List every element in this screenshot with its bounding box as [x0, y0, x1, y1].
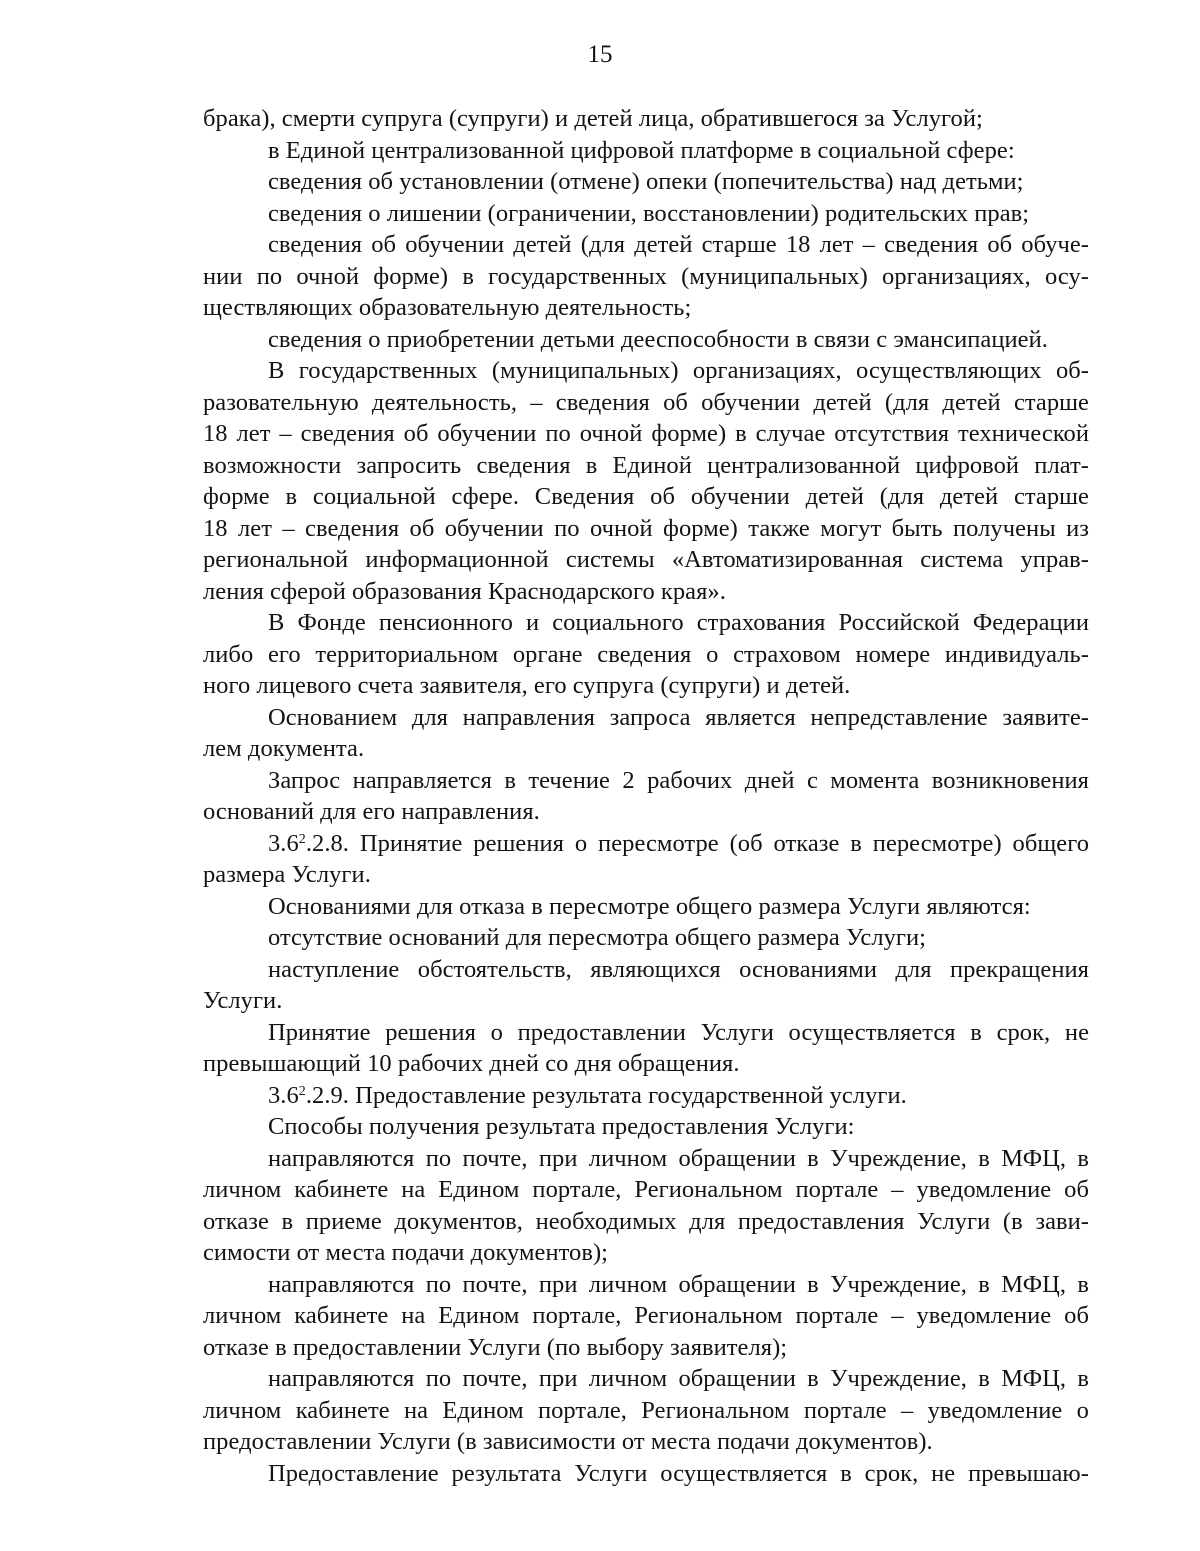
text-line: ществляющих образовательную деятельность;	[203, 294, 692, 321]
text-line: сведения об установлении (отмене) опеки (попечительства) над детьми;	[268, 168, 1024, 195]
text-line: 18 лет – сведения об обучении по очной форме) в случае отсутствия технической	[203, 420, 1089, 447]
text-line: Способы получения результата предоставления Услуги:	[268, 1113, 855, 1140]
text-line: сведения о лишении (ограничении, восстановлении) родительских прав;	[268, 199, 1030, 227]
text-line: $3.6^2.2.8$. Принятие решения о пересмотре (об отказе в пересмотре) общего	[268, 829, 1089, 857]
text-line: предоставлении Услуги (в зависимости от места подачи документов).	[203, 1428, 933, 1455]
text-line: ления сферой образования Краснодарского края».	[203, 577, 726, 605]
text-line: Принятие решения о предоставлении Услуги осуществляется в срок, не	[268, 1018, 1089, 1046]
text-line: В Фонде пенсионного и социального страхования Российской Федерации	[268, 609, 1089, 636]
text-line: направляются по почте, при личном обращении в Учреждение, в МФЦ, в	[268, 1144, 1089, 1172]
text-line: размера Услуги.	[203, 861, 371, 888]
document-body	[203, 103, 1089, 1489]
text-line: Основанием для направления запроса является непредставление заявите-	[268, 703, 1089, 731]
page-number: 15	[587, 41, 613, 68]
text-line: Основаниями для отказа в пересмотре общего размера Услуги являются:	[268, 892, 1031, 920]
text-line: оснований для его направления.	[203, 798, 540, 825]
text-line: брака), смерти супруга (супруги) и детей лица, обратившегося за Услугой;	[203, 105, 983, 132]
text-line: наступление обстоятельств, являющихся основаниями для прекращения	[268, 955, 1089, 983]
text-line: превышающий 10 рабочих дней со дня обращения.	[203, 1050, 740, 1077]
text-line: личном кабинете на Едином портале, Региональном портале – уведомление об	[203, 1176, 1089, 1203]
text-line: отсутствие оснований для пересмотра общего размера Услуги;	[268, 924, 927, 951]
text-line: сведения об обучении детей (для детей старше 18 лет – сведения об обуче-	[268, 231, 1089, 258]
text-line: направляются по почте, при личном обращении в Учреждение, в МФЦ, в	[268, 1270, 1089, 1298]
text-line: в Единой централизованной цифровой платформе в социальной сфере:	[268, 136, 1015, 164]
text-line: региональной информационной системы «Автоматизированная система управ-	[203, 546, 1089, 573]
text-line: возможности запросить сведения в Единой централизованной цифровой плат-	[203, 451, 1089, 479]
text-line: Запрос направляется в течение 2 рабочих дней с момента возникновения	[268, 766, 1089, 794]
text-line: либо его территориальном органе сведения о страховом номере индивидуаль-	[203, 640, 1089, 668]
text-line: нии по очной форме) в государственных (муниципальных) организациях, осу-	[203, 262, 1089, 290]
text-line: форме в социальной сфере. Сведения об обучении детей (для детей старше	[203, 483, 1089, 510]
text-line: личном кабинете на Едином портале, Региональном портале – уведомление о	[203, 1396, 1089, 1424]
text-line: Услуги.	[203, 987, 283, 1014]
text-line: отказе в предоставлении Услуги (по выбору заявителя);	[203, 1333, 788, 1361]
text-line: В государственных (муниципальных) организациях, осуществляющих об-	[268, 357, 1089, 384]
text-line: симости от места подачи документов);	[203, 1239, 609, 1266]
text-line: сведения о приобретении детьми дееспособности в связи с эмансипацией.	[268, 325, 1048, 353]
text-line: разовательную деятельность, – сведения об обучении детей (для детей старше	[203, 388, 1089, 416]
text-line: направляются по почте, при личном обращении в Учреждение, в МФЦ, в	[268, 1365, 1089, 1392]
text-line: отказе в приеме документов, необходимых для предоставления Услуги (в зави-	[203, 1207, 1089, 1235]
text-line: ного лицевого счета заявителя, его супруга (супруги) и детей.	[203, 672, 851, 699]
text-line: лем документа.	[203, 735, 365, 762]
text-line: $3.6^2.2.9$. Предоставление результата государственной услуги.	[268, 1081, 907, 1109]
text-line: личном кабинете на Едином портале, Региональном портале – уведомление об	[203, 1302, 1089, 1329]
text-line: Предоставление результата Услуги осуществляется в срок, не превышаю-	[268, 1459, 1089, 1487]
text-line: 18 лет – сведения об обучении по очной форме) также могут быть получены из	[203, 514, 1089, 542]
